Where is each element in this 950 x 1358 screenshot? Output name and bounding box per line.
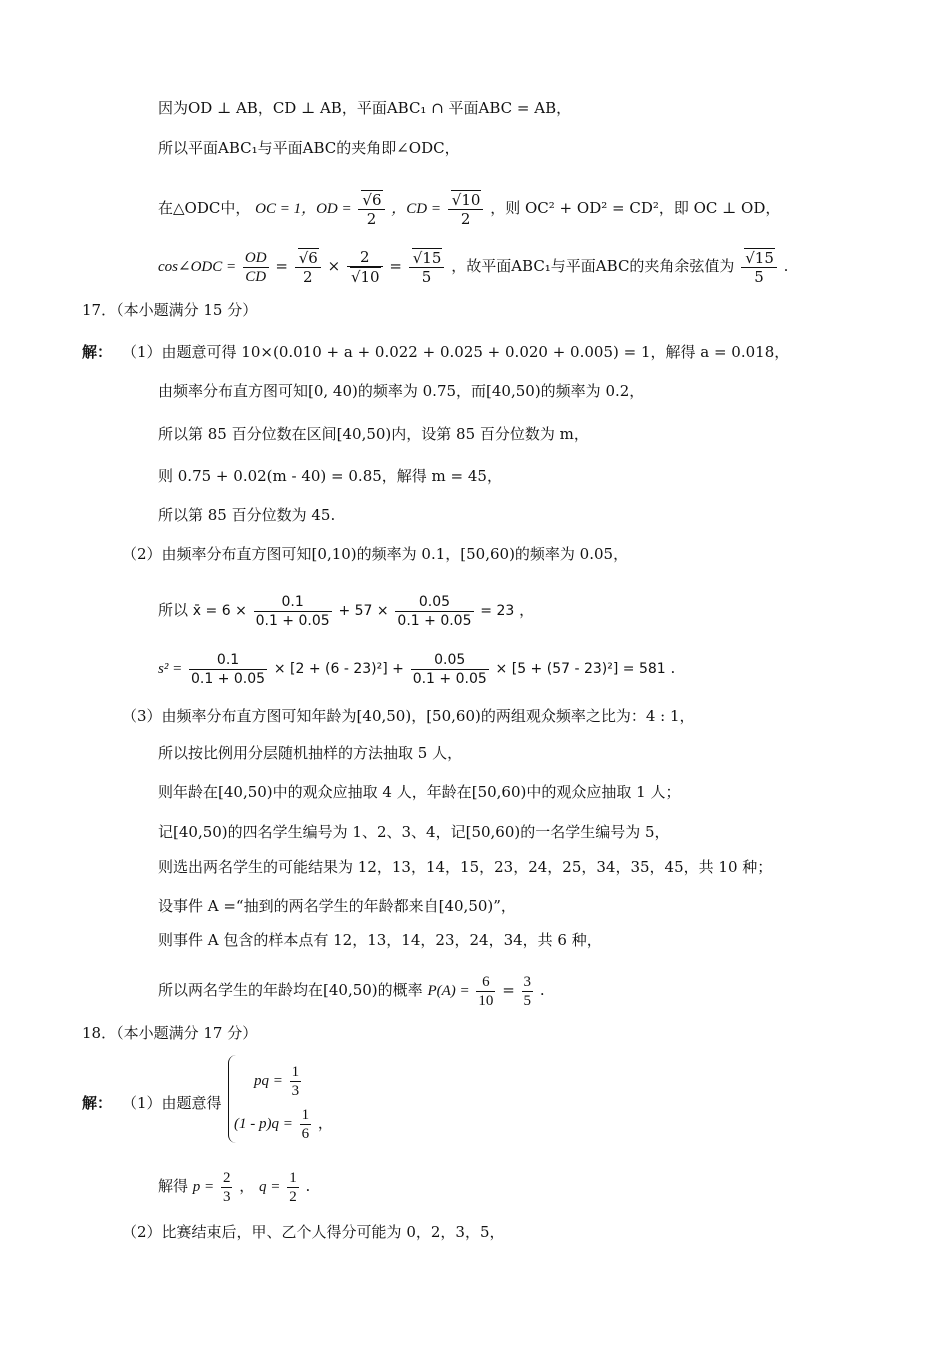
math-pa: P(A) = <box>427 983 470 999</box>
fraction-denominator: CD <box>245 268 267 285</box>
q17-part3-line7: 则事件 A 包含的样本点有 12，13，14，23，24，34，共 6 种， <box>158 931 602 949</box>
q18-header: 18．（本小题满分 17 分） <box>82 1024 258 1042</box>
fraction-numerator: 1 <box>291 1063 300 1080</box>
fraction-var-1 <box>189 651 267 688</box>
q17-part3-line6: 设事件 A =“抽到的两名学生的年龄都来自[40,50)”， <box>158 897 516 915</box>
period: . <box>305 1177 311 1195</box>
fraction-denominator: 10 <box>478 992 494 1009</box>
q17-part1-line4: 则 0.75 + 0.02(m - 40) = 0.85，解得 m = 45， <box>158 467 502 485</box>
fraction-numerator: √6 <box>295 248 321 268</box>
comma: ， <box>519 601 535 619</box>
q17-part3-line2: 所以按比例用分层随机抽样的方法抽取 5 人， <box>158 744 463 762</box>
text-suoyi: 所以 <box>158 601 189 619</box>
q17-part1-line3: 所以第 85 百分位数在区间[40,50)内，设第 85 百分位数为 m， <box>158 425 589 443</box>
math-mean-result: = 23 <box>480 603 515 619</box>
q18-jie: 解： <box>82 1094 113 1112</box>
fraction-denominator: 0.1 + 0.05 <box>191 670 266 687</box>
q17-part2-line1: （2）由频率分布直方图可知[0,10)的频率为 0.1，[50,60)的频率为 0.05， <box>122 545 629 563</box>
comma: ， <box>317 1114 333 1132</box>
fraction-numerator: 0.1 <box>189 651 267 670</box>
math-variance-start: s² = <box>158 661 183 677</box>
fraction-1-3 <box>290 1063 302 1100</box>
fraction-denominator: 5 <box>523 992 532 1009</box>
q17-part1-line5: 所以第 85 百分位数为 45. <box>158 506 336 524</box>
fraction-cd <box>448 190 484 228</box>
fraction-3-5 <box>522 973 534 1010</box>
fraction-denominator: 2 <box>460 210 471 228</box>
math-oc-od: OC = 1，OD = <box>255 201 352 217</box>
fraction-denominator: 0.1 + 0.05 <box>255 612 330 629</box>
line-perpendicular-planes: 因为OD ⊥ AB，CD ⊥ AB，平面ABC₁ ∩ 平面ABC = AB， <box>158 99 572 117</box>
fraction-denominator: 0.1 + 0.05 <box>397 612 472 629</box>
fraction-od <box>358 190 384 228</box>
q17-part3-line3: 则年龄在[40,50)中的观众应抽取 4 人，年龄在[50,60)中的观众应抽取 1 人； <box>158 783 681 801</box>
q17-part1-line2: 由频率分布直方图可知[0, 40)的频率为 0.75，而[40,50)的频率为 0.2， <box>158 382 645 400</box>
fraction-2-3 <box>221 1169 233 1206</box>
fraction-denominator: 5 <box>754 268 764 286</box>
fraction-numerator: 0.1 <box>254 593 332 612</box>
times-sign: × <box>327 257 341 275</box>
math-plus-57: + 57 × <box>338 603 389 619</box>
fraction-numerator: √15 <box>741 248 777 268</box>
fraction-numerator: √6 <box>358 190 384 210</box>
q17-jie: 解： <box>82 343 113 361</box>
fraction-numerator: 0.05 <box>395 593 473 612</box>
line-cosine <box>158 238 788 295</box>
fraction-sqrt6-2 <box>295 248 321 286</box>
fraction-denominator: 5 <box>421 268 432 286</box>
fraction-denominator: 2 <box>366 210 377 228</box>
q17-part3-line5: 则选出两名学生的可能结果为 12，13，14，15，23，24，25，34，35，45，共 10 种； <box>158 858 773 876</box>
fraction-numerator: 2 <box>222 1169 231 1186</box>
text-in-triangle: 在△ODC中， <box>158 199 251 217</box>
fraction-denominator: 3 <box>291 1082 300 1099</box>
text-pythagoras: ，则 OC² + OD² = CD²，即 OC ⊥ OD， <box>490 199 781 217</box>
math-p: p = <box>192 1179 215 1195</box>
fraction-answer <box>741 248 777 286</box>
period: . <box>539 981 545 999</box>
math-var-term-2: × [5 + (57 - 23)²] = 581 <box>495 661 666 677</box>
math-q: q = <box>259 1179 281 1195</box>
period: . <box>783 257 789 275</box>
math-var-term-1: × [2 + (6 - 23)²] + <box>273 661 404 677</box>
fraction-denominator: 2 <box>302 268 313 286</box>
line-triangle-odc <box>158 180 780 237</box>
fraction-6-10 <box>476 973 495 1010</box>
fraction-denominator: 3 <box>222 1188 231 1205</box>
fraction-numerator: √15 <box>409 248 445 268</box>
fraction-numerator: 6 <box>476 973 495 992</box>
fraction-1-6 <box>300 1106 312 1143</box>
q17-part3-line4: 记[40,50)的四名学生编号为 1、2、3、4，记[50,60)的一名学生编号为 5， <box>158 823 670 841</box>
comma: ， <box>239 1177 255 1195</box>
math-cd: ，CD = <box>391 201 442 217</box>
math-pq: pq = <box>254 1073 283 1089</box>
fraction-var-2 <box>411 651 489 688</box>
fraction-numerator: 1 <box>289 1169 297 1186</box>
text-conclusion: ，故平面ABC₁与平面ABC的夹角余弦值为 <box>451 257 735 275</box>
period: . <box>670 659 676 677</box>
fraction-2-sqrt10 <box>347 248 383 286</box>
fraction-numerator: 3 <box>523 973 532 990</box>
q17-header: 17．（本小题满分 15 分） <box>82 301 258 319</box>
fraction-numerator: 2 <box>347 248 383 267</box>
fraction-denominator: √10 <box>350 268 380 286</box>
q18-part1-pre: （1）由题意得 <box>122 1094 222 1112</box>
fraction-numerator: OD <box>244 249 267 266</box>
q17-mean-line <box>158 582 534 639</box>
fraction-numerator: 1 <box>301 1106 310 1123</box>
line-plane-angle: 所以平面ABC₁与平面ABC的夹角即∠ODC， <box>158 139 460 157</box>
equals-sign: = <box>389 257 402 275</box>
equals-sign: = <box>275 257 288 275</box>
math-cos: cos∠ODC = <box>158 259 237 275</box>
text-jiede: 解得 <box>158 1177 189 1195</box>
fraction-sqrt15-5 <box>409 248 445 286</box>
fraction-1-2 <box>287 1169 299 1206</box>
q17-variance-line <box>158 640 675 697</box>
math-mean-start: x̄ = 6 × <box>192 603 247 619</box>
equals-sign: = <box>502 981 515 999</box>
math-1-minus-p-q: (1 - p)q = <box>234 1116 293 1132</box>
fraction-numerator: 0.05 <box>411 651 489 670</box>
fraction-denominator: 0.1 + 0.05 <box>412 670 487 687</box>
fraction-od-cd <box>243 249 269 286</box>
equation-row-2 <box>234 1103 333 1144</box>
q18-solution-line <box>158 1162 310 1211</box>
fraction-mean-1 <box>254 593 332 630</box>
q17-part3-line1: （3）由频率分布直方图可知年龄为[40,50)，[50,60)的两组观众频率之比为：4 : 1， <box>122 707 695 725</box>
fraction-mean-2 <box>395 593 473 630</box>
fraction-numerator: √10 <box>448 190 484 210</box>
fraction-denominator: 6 <box>301 1125 310 1142</box>
q17-part1-line1: （1）由题意可得 10×(0.010 + a + 0.022 + 0.025 + 0.020 + 0.005) = 1，解得 a = 0.018， <box>122 343 790 361</box>
equation-row-1 <box>254 1060 303 1101</box>
q17-probability-line <box>158 962 545 1019</box>
q18-part2-line1: （2）比赛结束后，甲、乙个人得分可能为 0，2，3，5， <box>122 1223 505 1241</box>
fraction-denominator: 2 <box>289 1188 297 1205</box>
text-probability: 所以两名学生的年龄均在[40,50)的概率 <box>158 981 423 999</box>
